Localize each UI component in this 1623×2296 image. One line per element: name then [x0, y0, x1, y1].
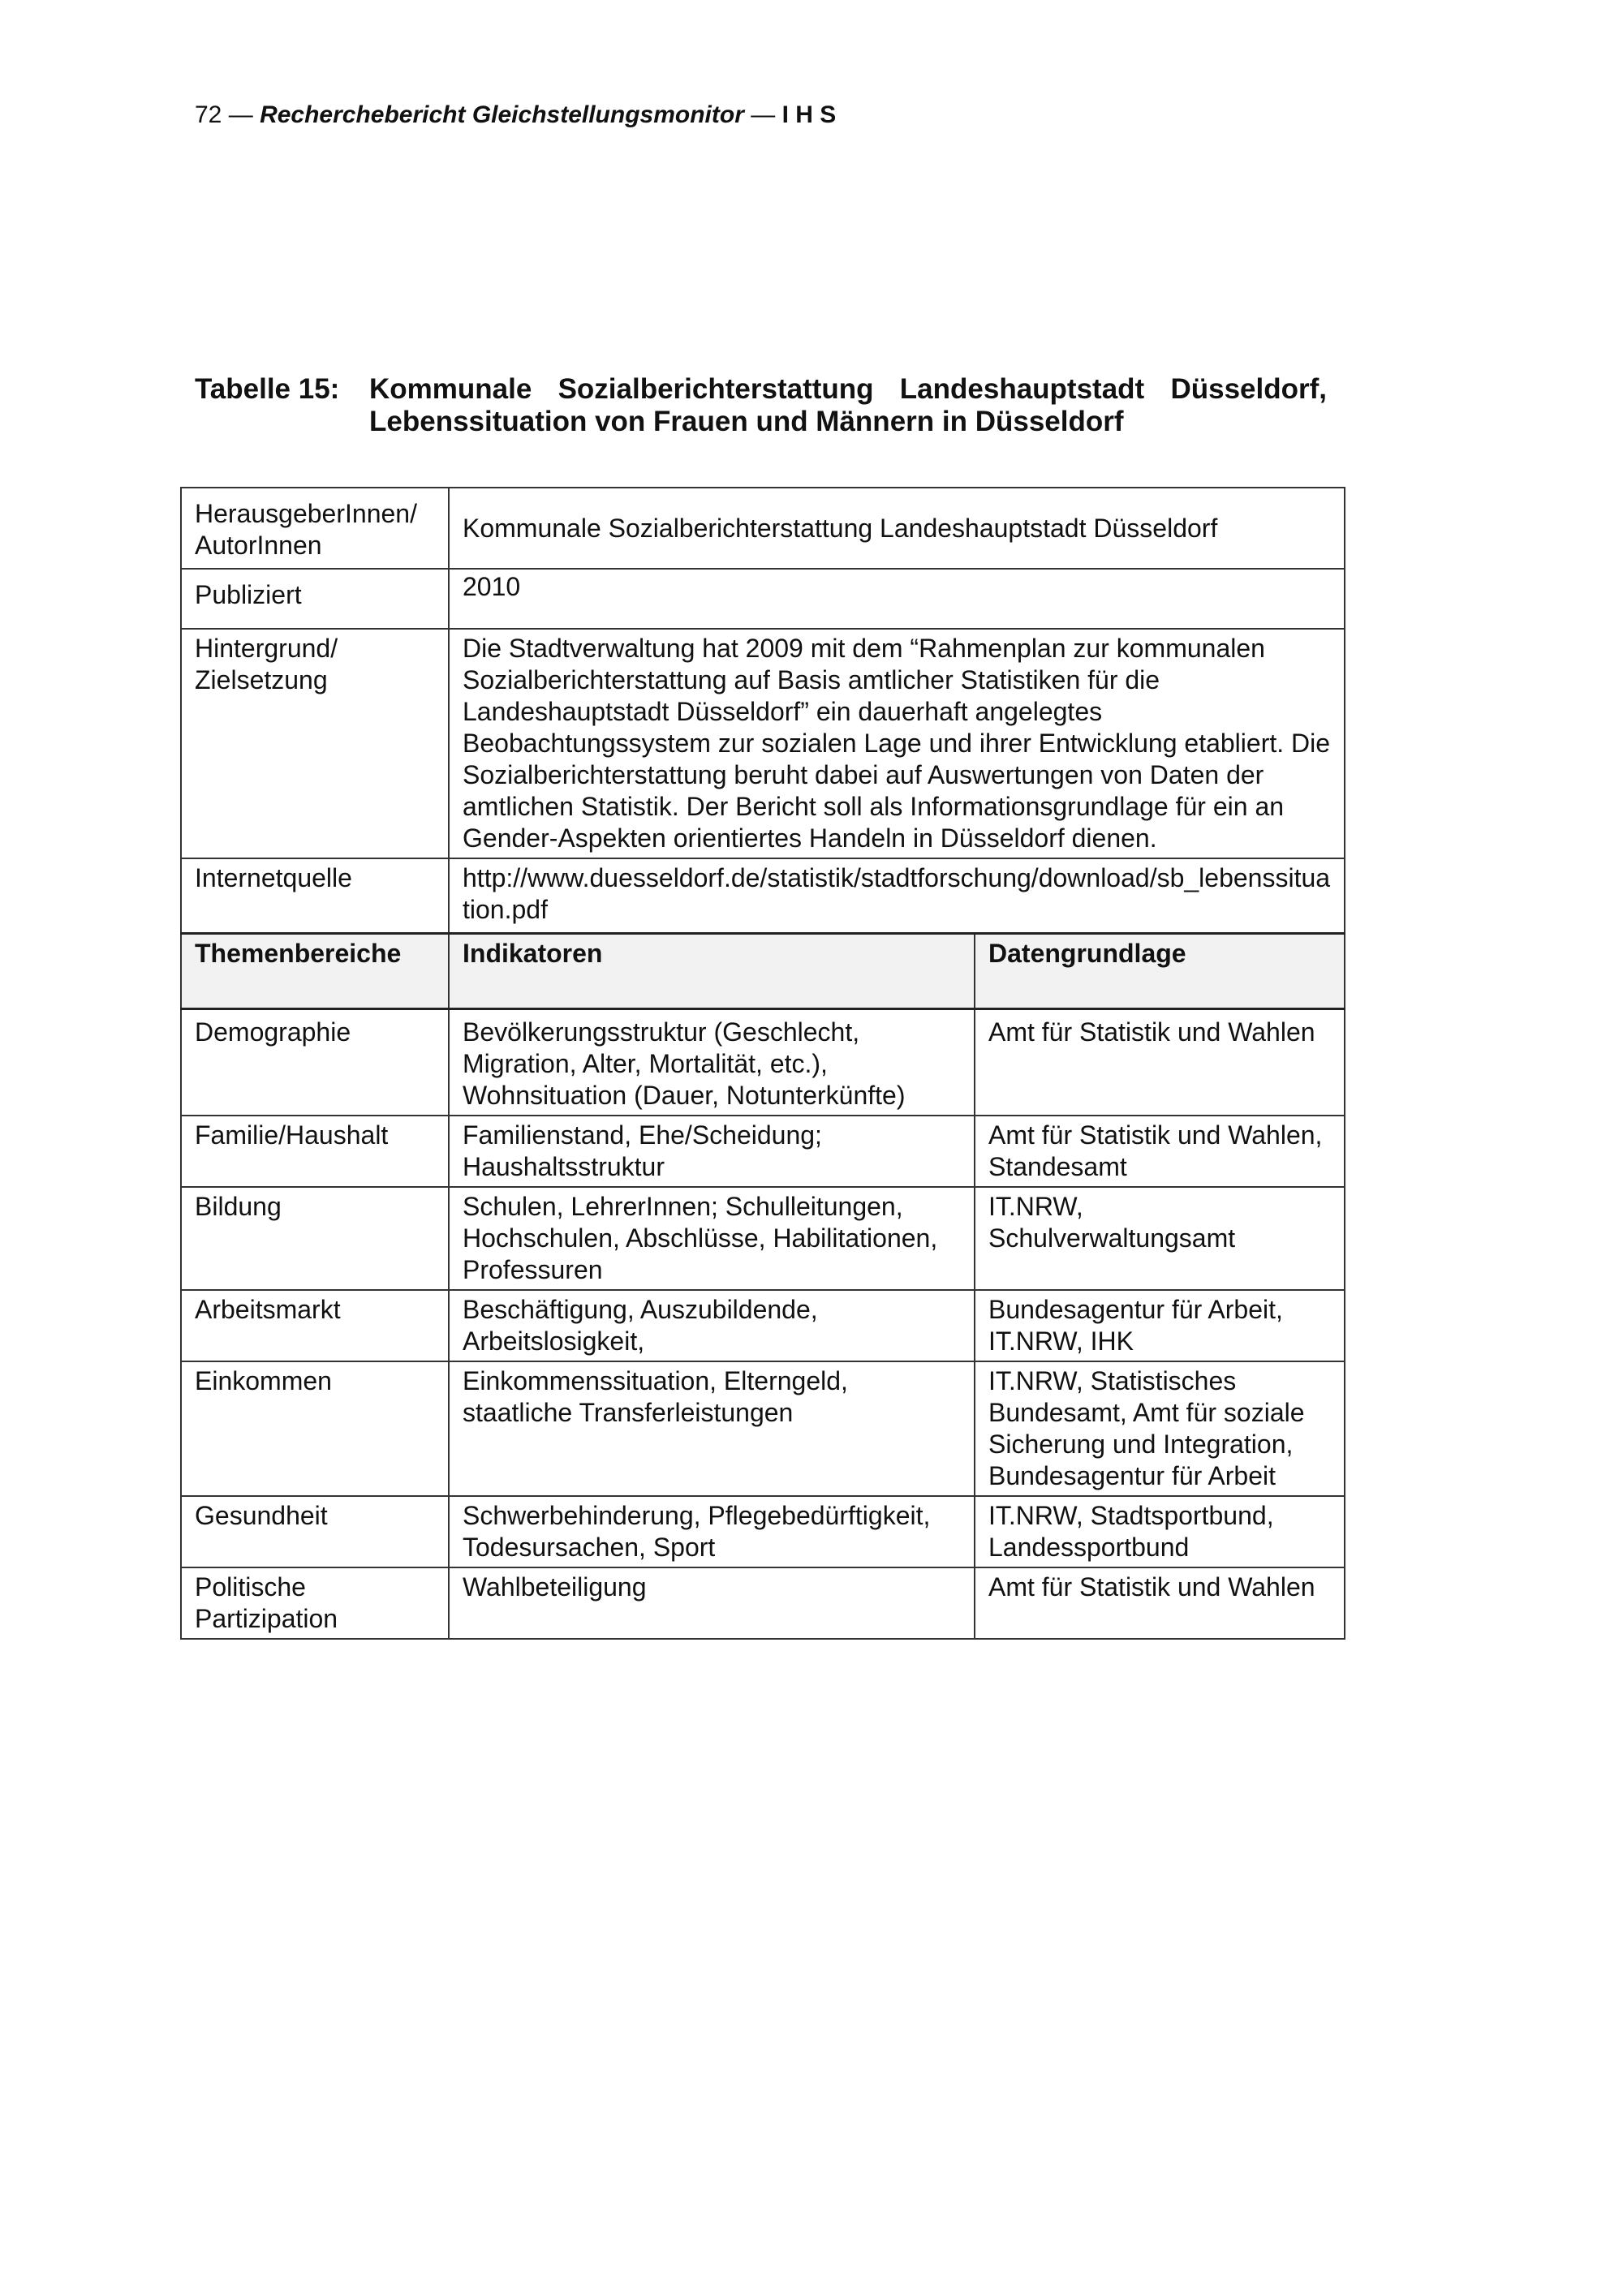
indicator-cell: Bevölkerungsstruktur (Geschlecht, Migration, Alter, Mortalität, etc.), Wohnsituation (Dauer, Notunterkünfte)	[449, 1009, 975, 1116]
row-label: HerausgeberInnen/ AutorInnen	[181, 488, 449, 569]
table-row	[181, 488, 1345, 569]
table-caption-label: Tabelle 15:	[195, 373, 340, 405]
table-row	[181, 858, 1345, 934]
source-cell: Amt für Statistik und Wahlen	[975, 1567, 1345, 1639]
theme-cell: Demographie	[181, 1009, 449, 1116]
theme-cell: Einkommen	[181, 1361, 449, 1496]
source-cell: Bundesagentur für Arbeit, IT.NRW, IHK	[975, 1290, 1345, 1361]
table-row	[181, 1009, 1345, 1116]
table-caption	[195, 373, 1327, 438]
header-separator: —	[751, 101, 776, 128]
indicator-cell: Beschäftigung, Auszubildende, Arbeitslosigkeit,	[449, 1290, 975, 1361]
column-header: Themenbereiche	[181, 934, 449, 1009]
running-header	[195, 99, 836, 131]
indicator-cell: Familienstand, Ehe/Scheidung; Haushaltsstruktur	[449, 1116, 975, 1187]
theme-cell: Gesundheit	[181, 1496, 449, 1567]
source-link[interactable]: http://www.duesseldorf.de/statistik/stadtforschung/download/sb_lebenssituation.pdf	[449, 858, 1345, 934]
indicator-cell: Wahlbeteiligung	[449, 1567, 975, 1639]
source-cell: IT.NRW, Statistisches Bundesamt, Amt für soziale Sicherung und Integration, Bundesagentur für Arbeit	[975, 1361, 1345, 1496]
organization-name: I H S	[781, 101, 837, 128]
document-title: Recherchebericht Gleichstellungsmonitor	[260, 101, 744, 128]
source-cell: Amt für Statistik und Wahlen	[975, 1009, 1345, 1116]
theme-cell: Politische Partizipation	[181, 1567, 449, 1639]
theme-cell: Arbeitsmarkt	[181, 1290, 449, 1361]
row-label: Hintergrund/ Zielsetzung	[181, 629, 449, 858]
row-label: Internetquelle	[181, 858, 449, 934]
row-label: Publiziert	[181, 569, 449, 629]
table-header-row	[181, 934, 1345, 1009]
indicator-cell: Einkommenssituation, Elterngeld, staatliche Transferleistungen	[449, 1361, 975, 1496]
source-cell: Amt für Statistik und Wahlen, Standesamt	[975, 1116, 1345, 1187]
theme-cell: Bildung	[181, 1187, 449, 1290]
indicator-cell: Schwerbehinderung, Pflegebedürftigkeit, Todesursachen, Sport	[449, 1496, 975, 1567]
source-cell: IT.NRW, Schulverwaltungsamt	[975, 1187, 1345, 1290]
table-row	[181, 1567, 1345, 1639]
page-number: 72	[195, 101, 222, 128]
row-value: 2010	[449, 569, 1345, 629]
info-table	[180, 487, 1345, 1640]
column-header: Indikatoren	[449, 934, 975, 1009]
header-separator: —	[228, 101, 253, 128]
indicator-cell: Schulen, LehrerInnen; Schulleitungen, Hochschulen, Abschlüsse, Habilitationen, Professuren	[449, 1187, 975, 1290]
table-row	[181, 1361, 1345, 1496]
table-row	[181, 1496, 1345, 1567]
table-row	[181, 629, 1345, 858]
table-row	[181, 1116, 1345, 1187]
source-cell: IT.NRW, Stadtsportbund, Landessportbund	[975, 1496, 1345, 1567]
table-caption-text: Kommunale Sozialberichterstattung Landeshauptstadt Düsseldorf, Lebenssituation von Frauen und Männern in Düsseldorf	[369, 373, 1327, 437]
column-header: Datengrundlage	[975, 934, 1345, 1009]
row-value: Kommunale Sozialberichterstattung Landeshauptstadt Düsseldorf	[449, 488, 1345, 569]
table-row	[181, 569, 1345, 629]
table-row	[181, 1187, 1345, 1290]
row-value: Die Stadtverwaltung hat 2009 mit dem “Rahmenplan zur kommunalen Sozialberichterstattung auf Basis amtlicher Statistiken für die Landeshauptstadt Düsseldorf” ein dauerhaft angelegtes Beobachtungssystem zur sozialen Lage und ihrer Entwicklung etabliert. Die Sozialberichterstattung beruht dabei auf Auswertungen von Daten der amtlichen Statistik. Der Bericht soll als Informationsgrundlage für ein an Gender-Aspekten orientiertes Handeln in Düsseldorf dienen.	[449, 629, 1345, 858]
theme-cell: Familie/Haushalt	[181, 1116, 449, 1187]
table-row	[181, 1290, 1345, 1361]
